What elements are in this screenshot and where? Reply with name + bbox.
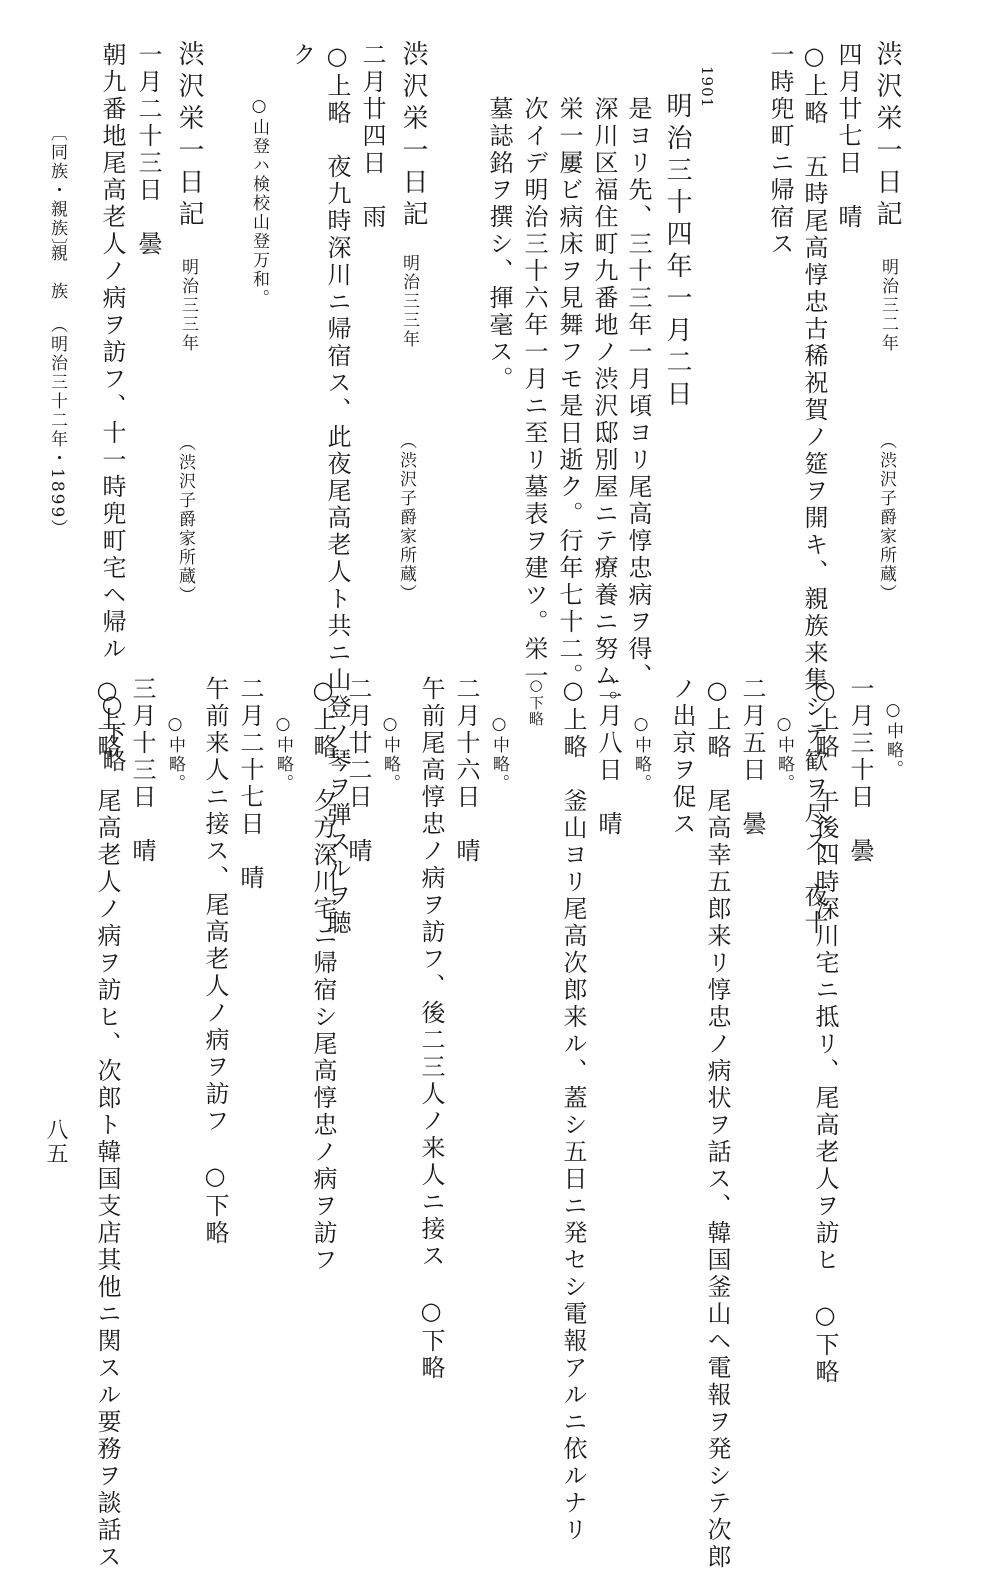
- omission-note: ○中略。: [631, 714, 651, 793]
- omission-note: ○中略。: [489, 714, 509, 793]
- source-holder: （渋沢子爵家所蔵）: [876, 432, 896, 603]
- western-year: 1901: [698, 66, 716, 109]
- entry-date: 二月二十七日 晴: [236, 676, 264, 892]
- source-title: 渋沢栄一日記: [174, 40, 204, 232]
- entry-text: ○上略 尾高幸五郎来リ惇忠ノ病状ヲ話ス、韓国釜山ヘ電報ヲ発シテ次郎: [703, 676, 731, 1571]
- entry-date: 二月八日 晴: [594, 676, 622, 838]
- narrative-text: 墓誌銘ヲ撰シ、揮毫ス。: [485, 96, 513, 393]
- omission-note: ○中略。: [380, 714, 400, 793]
- entry-text: 朝九番地尾高老人ノ病ヲ訪フ、十一時兜町宅ヘ帰ル ○下略: [98, 42, 126, 775]
- entry-text: ○上略 夜九時深川ニ帰宿ス、此夜尾高老人ト共ニ山登ノ琴ヲ弾スルヲ聴: [323, 42, 351, 937]
- running-head-title: 親 族: [47, 244, 67, 301]
- entry-text: ○上略 午後四時深川宅ニ抵リ、尾高老人ヲ訪ヒ ○下略: [811, 676, 839, 1386]
- entry-date: 二月廿二日 晴: [344, 676, 372, 865]
- entry-text: 午前尾高惇忠ノ病ヲ訪フ、後二三人ノ来人ニ接ス ○下略: [417, 676, 445, 1382]
- entry-text: 一時兜町ニ帰宿ス: [766, 42, 794, 258]
- entry-text: ノ出京ヲ促ス: [668, 676, 696, 838]
- entry-date: 二月廿四日 雨: [358, 42, 386, 231]
- running-head-year: （明治三十二年・1899）: [47, 316, 67, 539]
- omission-note: ○中略。: [883, 700, 903, 779]
- entry-date: 二月十六日 晴: [452, 676, 480, 865]
- entry-text: ○上略 尾高老人ノ病ヲ訪ヒ、次郎ト韓国支店其他ニ関スル要務ヲ談話ス: [93, 676, 121, 1571]
- source-title: 渋沢栄一日記: [872, 40, 902, 232]
- source-year: 明治三三年: [178, 258, 198, 353]
- running-head-bracket: 〔同族・親族〕: [47, 124, 67, 257]
- date-heading: 明治三十四年一月二日: [662, 92, 692, 412]
- entry-text: ク: [288, 42, 316, 69]
- entry-date: 一月二十三日 曇: [134, 42, 162, 258]
- omission-note: ○中略。: [273, 714, 293, 793]
- annotation-note: ○山登ハ検校山登万和。: [249, 96, 269, 308]
- entry-date: 四月廿七日 晴: [834, 42, 862, 231]
- source-year: 明治三三年: [399, 254, 419, 349]
- source-holder: （渋沢子爵家所蔵）: [396, 432, 416, 603]
- entry-text: ○上略 釜山ヨリ尾高次郎来ル、蓋シ五日ニ発セシ電報アルニ依ルナリ: [559, 676, 587, 1544]
- narrative-text: 深川区福住町九番地ノ渋沢邸別屋ニテ療養ニ努ム。: [590, 96, 618, 717]
- entry-text: ○上略 夕方深川宅ニ帰宿シ尾高惇忠ノ病ヲ訪フ: [309, 676, 337, 1274]
- narrative-text: 栄一屢ビ病床ヲ見舞フモ是日逝ク。行年七十二。: [555, 96, 583, 690]
- omission-note: ○中略。: [774, 714, 794, 793]
- omission-note: ○下略: [527, 676, 545, 727]
- entry-date: 一月三十日 曇: [846, 676, 874, 865]
- page-number: 八五: [43, 1118, 68, 1166]
- source-year: 明治三二年: [878, 258, 898, 353]
- narrative-text: 是ヨリ先、三十三年一月頃ヨリ尾高惇忠病ヲ得、: [624, 96, 652, 690]
- source-title: 渋沢栄一日記: [398, 40, 428, 232]
- entry-text: 午前来人ニ接ス、尾高老人ノ病ヲ訪フ ○下略: [201, 676, 229, 1247]
- narrative-text: 次イデ明治三十六年一月ニ至リ墓表ヲ建ツ。栄一: [520, 96, 548, 690]
- entry-date: 三月十三日 晴: [128, 676, 156, 865]
- omission-note: ○中略。: [165, 714, 185, 793]
- entry-date: 二月五日 曇: [738, 676, 766, 838]
- entry-text: ○上略 五時尾高惇忠古稀祝賀ノ筵ヲ開キ、親族来集シテ歓ヲ尽ス、夜十: [800, 42, 828, 937]
- source-holder: （渋沢子爵家所蔵）: [175, 434, 195, 605]
